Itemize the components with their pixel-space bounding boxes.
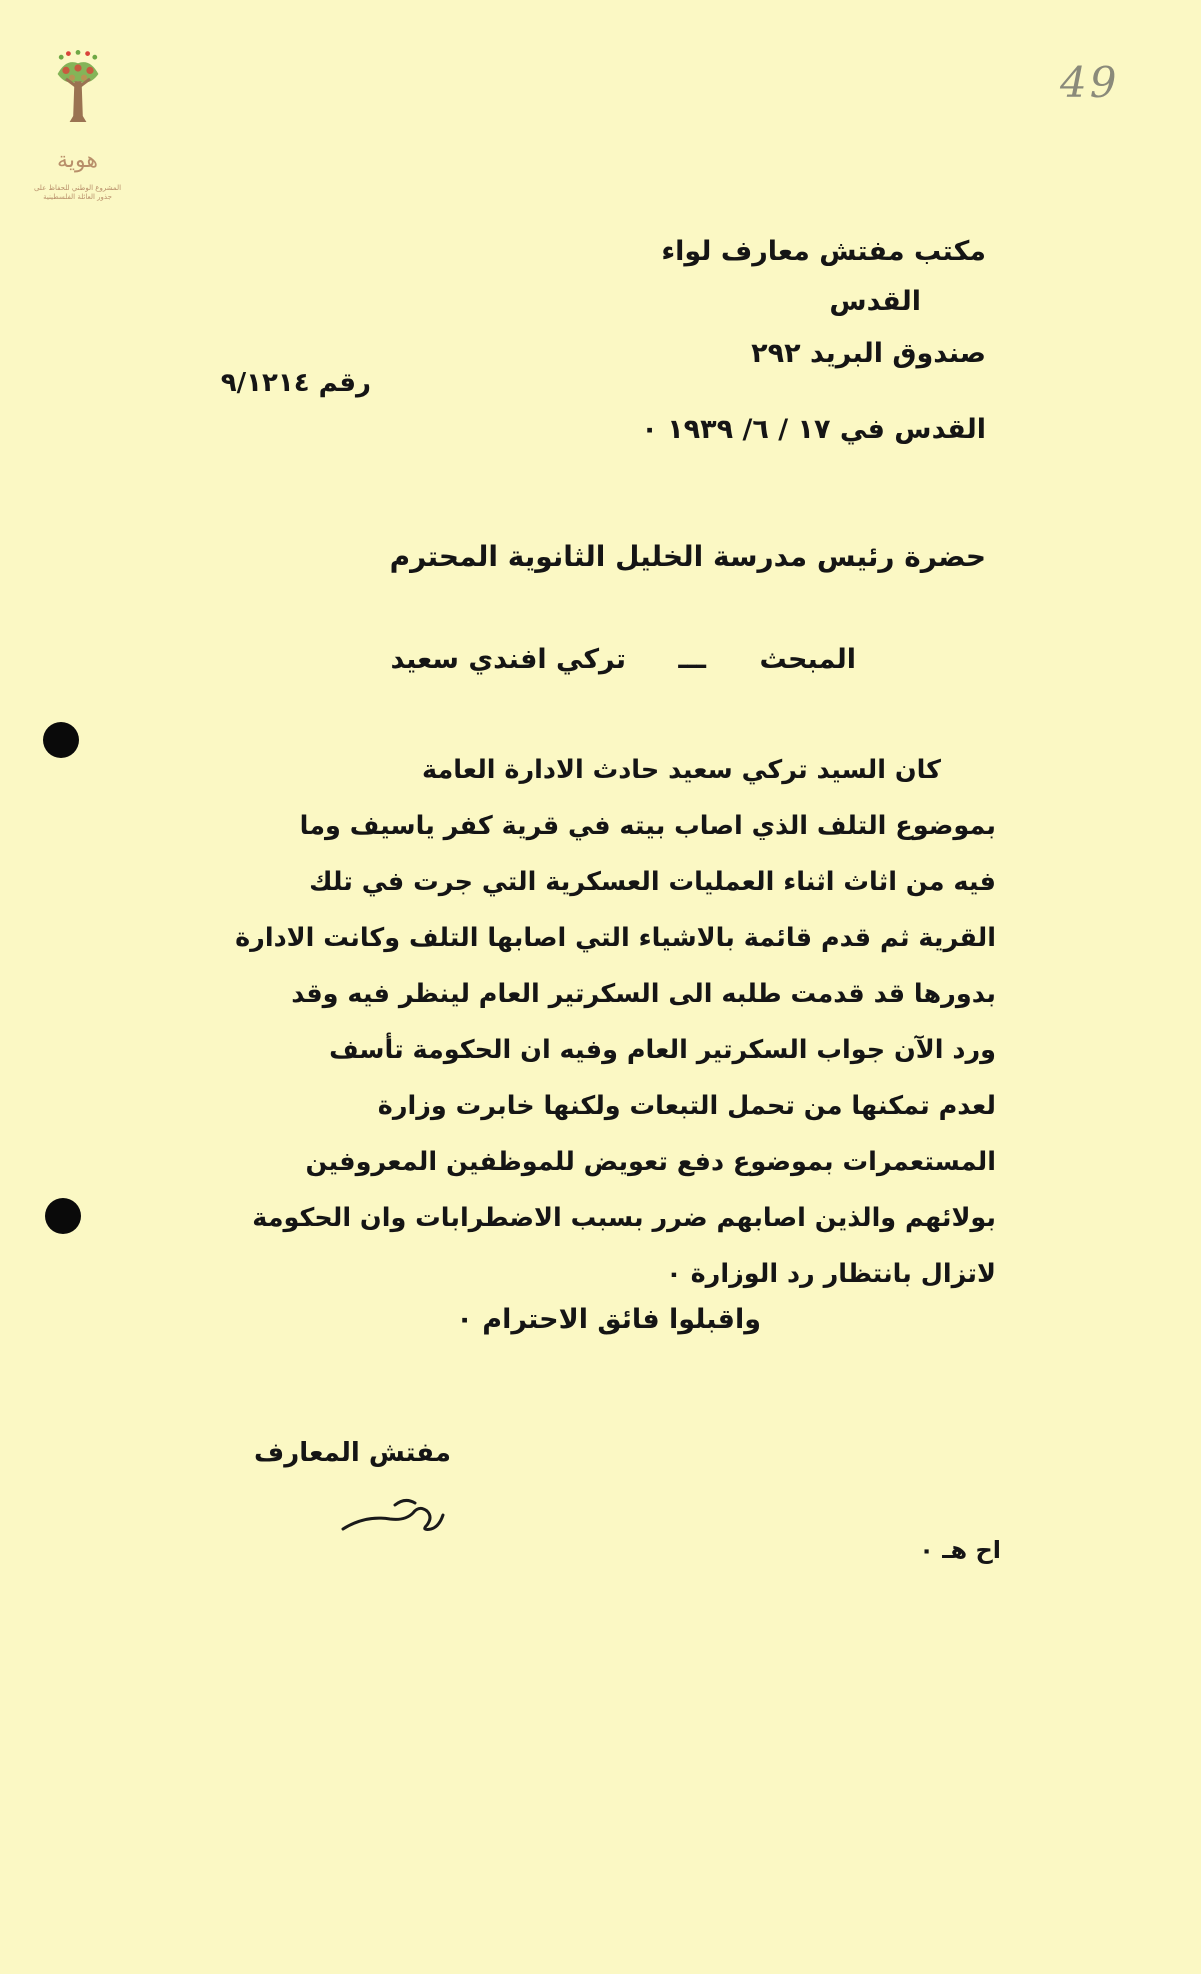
punch-hole (45, 1198, 81, 1234)
body-line: ورد الآن جواب السكرتير العام وفيه ان الحكومة تأسف (329, 1035, 996, 1065)
archive-page-number: 49 (1060, 58, 1120, 107)
logo-name: هوية (57, 148, 98, 173)
office-po-box: صندوق البريد ٢٩٢ (751, 338, 986, 369)
reference-number: رقم ٩/١٢١٤ (220, 368, 371, 398)
letter-date: القدس في ١٧ / ٦/ ١٩٣٩ ٠ (641, 414, 986, 445)
body-line: المستعمرات بموضوع دفع تعويض للموظفين المعروفين (305, 1147, 996, 1177)
office-city: القدس (829, 286, 921, 317)
body-line: لاتزال بانتظار رد الوزارة ٠ (666, 1259, 996, 1289)
body-line: فيه من اثاث اثناء العمليات العسكرية التي جرت في تلك (309, 867, 996, 897)
typist-initials: اح هـ ٠ (919, 1536, 1001, 1564)
office-name: مكتب مفتش معارف لواء (661, 236, 986, 267)
body-line: بولائهم والذين اصابهم ضرر بسبب الاضطرابات وان الحكومة (252, 1203, 996, 1233)
body-line: بدورها قد قدمت طلبه الى السكرتير العام لينظر فيه وقد (291, 979, 996, 1009)
body-line: القرية ثم قدم قائمة بالاشياء التي اصابها التلف وكانت الادارة (235, 923, 996, 953)
body-line: لعدم تمكنها من تحمل التبعات ولكنها خابرت وزارة (377, 1091, 996, 1121)
body-line: بموضوع التلف الذي اصاب بيته في قرية كفر ياسيف وما (299, 811, 996, 841)
subject-dash: ـــ (678, 644, 706, 675)
body-line: كان السيد تركي سعيد حادث الادارة العامة (421, 755, 941, 785)
letter-body (235, 742, 996, 1302)
subject-value: تركي افندي سعيد (390, 644, 626, 675)
handwritten-signature (335, 1485, 455, 1545)
logo-subtitle: المشروع الوطني للحفاظ على جذور العائلة الفلسطينية (33, 184, 122, 201)
addressee: حضرة رئيس مدرسة الخليل الثانوية المحترم (389, 540, 986, 573)
signatory-title: مفتش المعارف (254, 1438, 451, 1468)
closing-salutation: واقبلوا فائق الاحترام ٠ (456, 1304, 761, 1335)
hawiya-tree-logo-icon (38, 50, 118, 146)
punch-hole (43, 722, 79, 758)
subject-label: المبحث (759, 644, 856, 675)
